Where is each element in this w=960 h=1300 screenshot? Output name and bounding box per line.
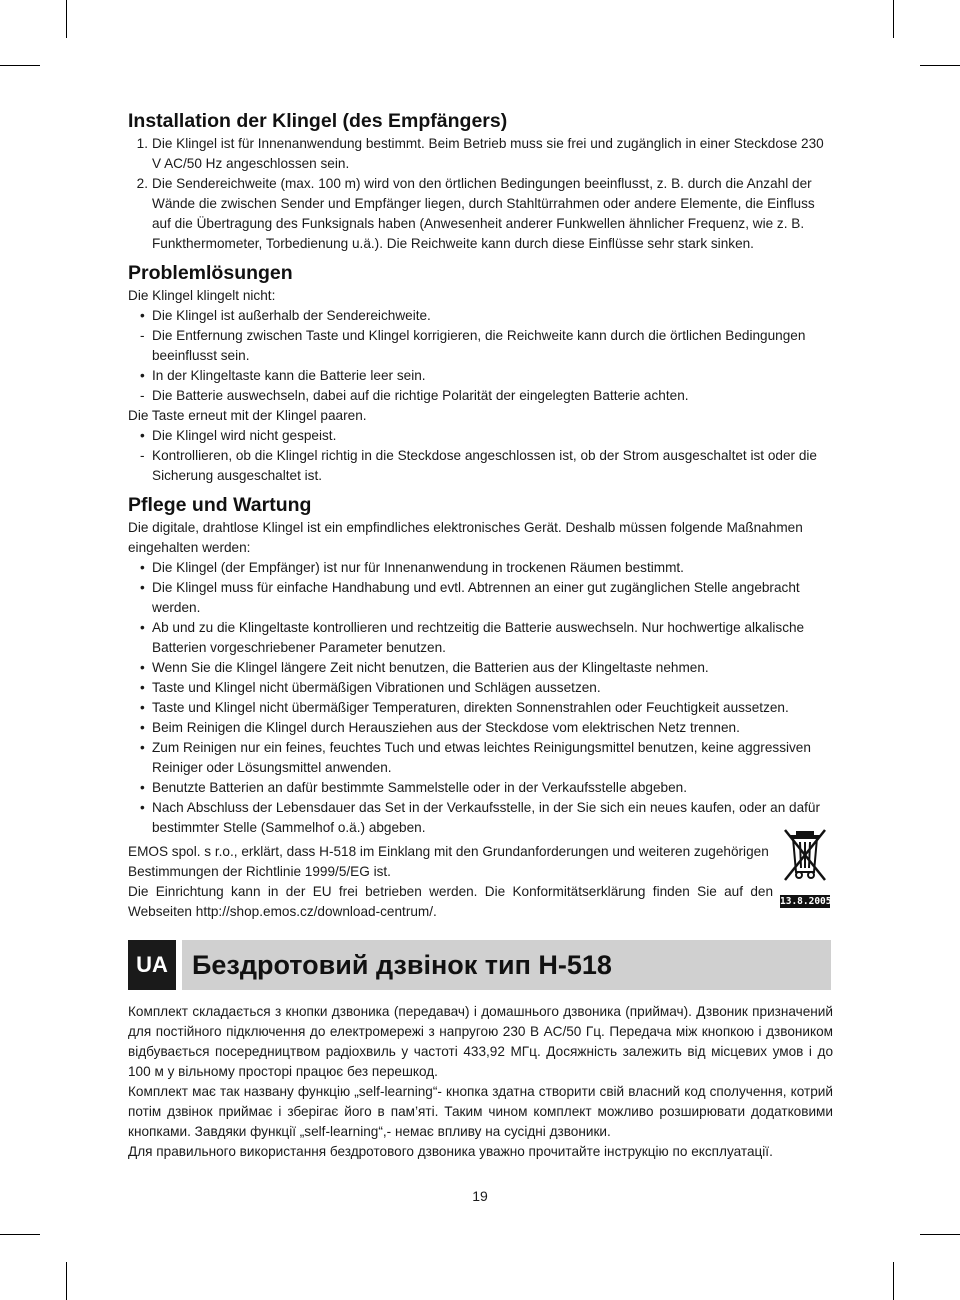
bullet-mark: • [140,560,145,575]
care-item-text: Beim Reinigen die Klingel durch Herausziehen aus der Steckdose vom elektrischen Netz trennen. [152,720,740,735]
problem-item-text: Kontrollieren, ob die Klingel richtig in die Steckdose angeschlossen ist, ob der Strom ausgeschaltet ist oder die Sicherung ausgeschaltet ist. [152,448,817,483]
language-badge: UA [128,940,176,990]
install-item [128,134,833,174]
problem-item [128,426,833,446]
crop-mark [0,1234,40,1235]
bullet-mark: • [140,660,145,675]
care-item-text: Zum Reinigen nur ein feines, feuchtes Tuch und etwas leichtes Reinigungsmittel benutzen, keine aggressiven Reiniger oder Lösungsmittel anwenden. [152,740,811,775]
care-list [128,558,833,838]
ua-heading [128,940,833,990]
crop-mark [893,1262,894,1300]
problem-lead: Die Klingel klingelt nicht: [128,288,276,303]
problem-lead: Die Taste erneut mit der Klingel paaren. [128,408,367,423]
install-item-text: Die Sendereichweite (max. 100 m) wird von den örtlichen Bedingungen beeinflusst, z. B. durch die Anzahl der Wände die zwischen Sender und Empfänger liegen, durch Stahltürrahmen oder andere Elemente, die Einfluss auf die Übertragung des Funksignals haben (Anwesenheit anderer Funkwellen ähnlicher Frequenz, wie z. B. Funkthermometer, Torbedienung u.ä.). Die Reichweite kann durch diese Einflüsse sehr stark sinken. [152,176,815,251]
care-item-text: Taste und Klingel nicht übermäßiger Temperaturen, direkten Sonnenstrahlen oder Feuchtigkeit aussetzen. [152,700,789,715]
ua-body [128,1002,833,1162]
ua-paragraph: Комплект складається з кнопки дзвоника (передавач) і домашнього дзвоника (приймач). Дзвоник призначений для постійного підключення до електромережі з напругою 230 В AC/50 Гц. Передача між кнопкою і дзвоником відбувається посередництвом радіохвиль у частоті 433,92 МГц. Досяжність залежить від місцевих умов і до 100 м у вільному просторі працює без перешкод. [128,1004,833,1079]
crop-mark [0,65,40,66]
declaration-text: EMOS spol. s r.o., erklärt, dass H-518 im Einklang mit den Grundanforderungen und weiteren zugehörigen Bestimmungen der Richtlinie 1999/5/EG ist. [128,844,769,879]
bullet-mark: • [140,428,145,443]
bullet-mark: • [140,620,145,635]
care-item [128,658,833,678]
crop-mark [920,1234,960,1235]
install-title: Installation der Klingel (des Empfängers) [128,110,508,132]
ua-paragraph: Комплект має так названу функцію „self-learning“- кнопка здатна створити свій власний код сполучення, котрий потім дзвінок приймає і зберігає його в пам’яті. Таким чином комплект можливо розширювати додатковими кнопками. Завдяки функції „self-learning“,- немає впливу на сусідні дзвоники. [128,1084,833,1139]
install-item [128,174,833,254]
crop-mark [66,0,67,38]
problem-item-text: Die Entfernung zwischen Taste und Klingel korrigieren, die Reichweite kann durch die örtlichen Bedingungen beeinflusst sein. [152,328,806,363]
problem-item [128,366,833,386]
eu-note: Die Einrichtung kann in der EU frei betrieben werden. Die Konformitätserklärung finden Sie auf den Webseiten http://shop.emos.cz/download-centrum/. [128,884,773,919]
ua-title-bar [182,940,831,990]
weee-date: 13.8.2005 [780,896,832,907]
care-item-text: Ab und zu die Klingeltaste kontrollieren und rechtzeitig die Batterie auswechseln. Nur hochwertige alkalische Batterien vorgeschriebener Parameter benutzen. [152,620,805,655]
care-item-text: Die Klingel (der Empfänger) ist nur für Innenanwendung in trockenen Räumen bestimmt. [152,560,684,575]
care-item [128,578,833,618]
problems-title: Problemlösungen [128,262,293,284]
page-number: 19 [472,1188,488,1204]
bullet-mark: • [140,368,145,383]
bullet-mark: • [140,780,145,795]
problem-item [128,446,833,486]
care-item [128,798,833,838]
crop-mark [920,65,960,66]
care-item [128,618,833,658]
crop-mark [893,0,894,38]
care-item [128,738,833,778]
install-item-number: 2. [136,176,148,191]
weee-symbol [780,826,830,908]
crossed-bin-icon [780,826,830,888]
install-list [128,134,833,254]
problem-item-text: Die Klingel ist außerhalb der Sendereichweite. [152,308,431,323]
bullet-mark: • [140,800,145,815]
problem-item-text: Die Klingel wird nicht gespeist. [152,428,337,443]
care-title: Pflege und Wartung [128,494,312,516]
ua-paragraph: Для правильного використання бездротового дзвоника уважно прочитайте інструкцію по експлуатації. [128,1144,773,1159]
install-item-text: Die Klingel ist für Innenanwendung bestimmt. Beim Betrieb muss sie frei und zugänglich in einer Steckdose 230 V AC/50 Hz angeschlossen sein. [152,136,824,171]
care-intro: Die digitale, drahtlose Klingel ist ein empfindliches elektronisches Gerät. Deshalb müssen folgende Maßnahmen eingehalten werden: [128,520,803,555]
care-item [128,698,833,718]
care-item [128,558,833,578]
problem-item [128,386,833,406]
care-item-text: Benutzte Batterien an dafür bestimmte Sammelstelle oder in der Verkaufsstelle abgeben. [152,780,687,795]
care-item [128,718,833,738]
bullet-mark: • [140,700,145,715]
bullet-mark: - [140,448,145,463]
care-item [128,778,833,798]
ua-title: Бездротовий дзвінок тип H-518 [192,950,612,980]
bullet-mark: - [140,388,145,403]
bullet-mark: • [140,308,145,323]
problems-list [128,286,833,486]
problem-item-text: Die Batterie auswechseln, dabei auf die richtige Polarität der eingelegten Batterie achten. [152,388,689,403]
bullet-mark: • [140,680,145,695]
bullet-mark: • [140,580,145,595]
care-item-text: Taste und Klingel nicht übermäßigen Vibrationen und Schlägen aussetzen. [152,680,601,695]
problem-item [128,326,833,366]
care-item-text: Nach Abschluss der Lebensdauer das Set in der Verkaufsstelle, in der Sie sich ein neues kaufen, oder an dafür bestimmter Stelle (Sammelhof o.ä.) abgeben. [152,800,821,835]
bullet-mark: • [140,720,145,735]
care-item-text: Wenn Sie die Klingel längere Zeit nicht benutzen, die Batterien aus der Klingeltaste nehmen. [152,660,709,675]
crop-mark [66,1262,67,1300]
bullet-mark: • [140,740,145,755]
install-item-number: 1. [136,136,148,151]
problem-item [128,306,833,326]
page-content [128,108,833,1162]
care-item-text: Die Klingel muss für einfache Handhabung und evtl. Abtrennen an einer gut zugänglichen Stelle angebracht werden. [152,580,800,615]
problem-item-text: In der Klingeltaste kann die Batterie leer sein. [152,368,426,383]
bullet-mark: - [140,328,145,343]
care-item [128,678,833,698]
